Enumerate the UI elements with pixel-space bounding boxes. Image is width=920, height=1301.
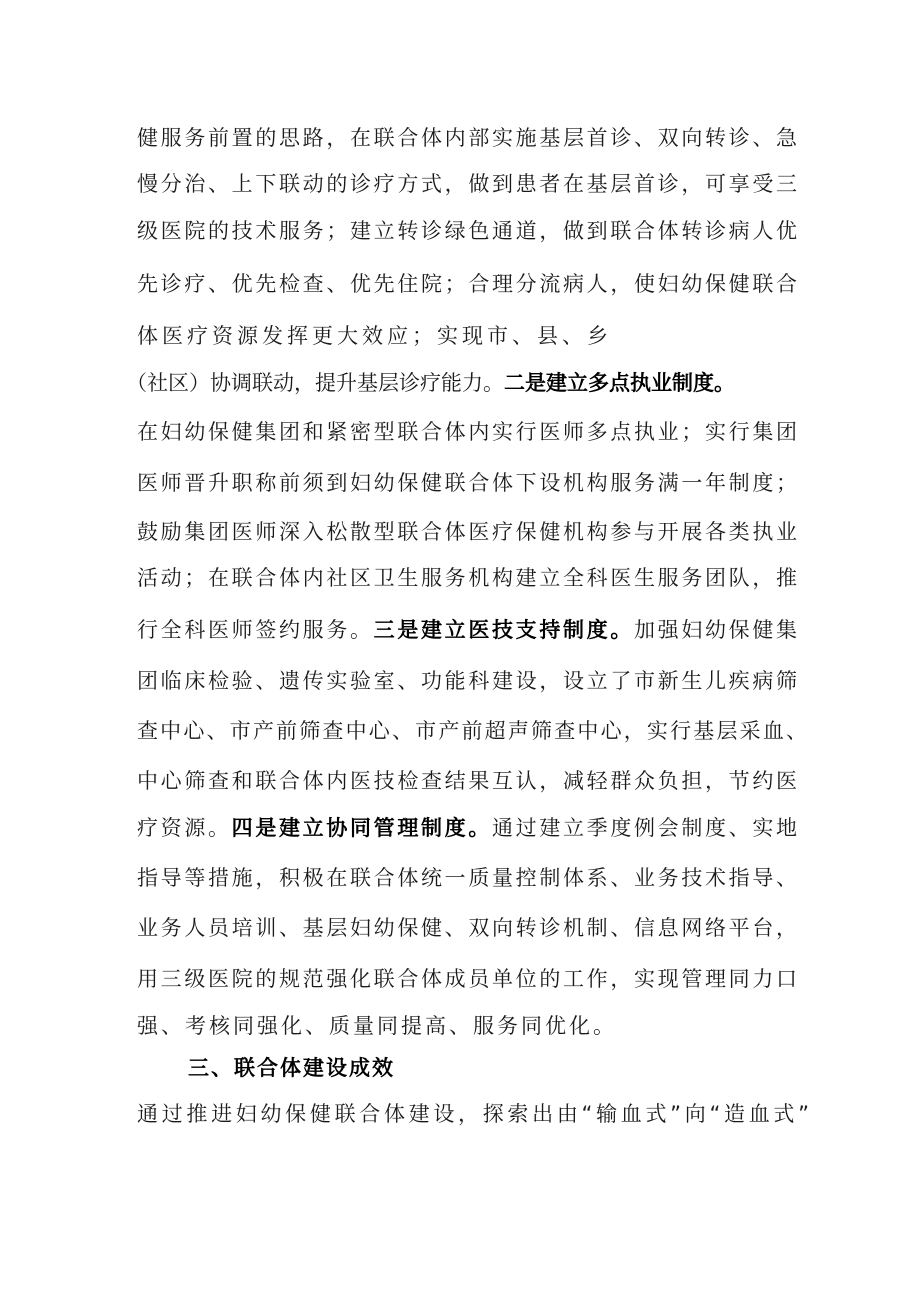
text-segment: 加强妇幼保健集 [634,618,798,642]
body-line [137,318,797,354]
text-segment: 体医疗资源发挥更大效应；实现市、县、乡 [137,324,612,348]
text-segment: 活动；在联合体内社区卫生服务机构建立全科医生服务团队，推 [137,566,797,590]
body-line [137,120,797,156]
body-line [137,910,797,946]
body-line [137,213,797,249]
text-segment: 慢分治、上下联动的诊疗方式，做到患者在基层首诊，可享受三 [137,172,797,196]
body-line [126,365,798,401]
bold-heading-segment: 二是建立多点执业制度。 [504,371,735,395]
body-line [137,713,807,749]
text-segment: 鼓励集团医师深入松散型联合体医疗保健机构参与开展各类执业 [137,520,797,544]
body-line [137,663,797,699]
text-segment: 通过建立季度例会制度、实地 [492,816,798,840]
body-line [137,414,797,450]
text-segment: 强、考核同强化、质量同提高、服务同优化。 [137,1014,617,1038]
text-segment: 通过推进妇幼保健联合体建设，探索出由“输血式”向“造血式” [137,1102,809,1126]
text-segment: 在妇幼保健集团和紧密型联合体内实行医师多点执业；实行集团 [137,420,797,444]
body-line [137,465,797,501]
text-segment: 团临床检验、遗传实验室、功能科建设，设立了市新生儿疾病筛 [137,669,797,693]
text-segment: 级医院的技术服务；建立转诊绿色通道，做到联合体转诊病人优 [137,219,797,243]
text-segment: 疗资源。 [137,816,232,840]
body-line [137,860,797,896]
body-line [137,560,797,596]
body-line [137,612,797,648]
text-segment: （社区）协调联动，提升基层诊疗能力。 [126,371,504,395]
text-segment: 查中心、市产前筛查中心、市产前超声筛查中心，实行基层采血、 [137,719,807,743]
text-segment: 用三级医院的规范强化联合体成员单位的工作，实现管理同力口 [137,967,797,991]
bold-heading-segment: 四是建立协同管理制度。 [231,816,493,840]
bold-heading-segment: 三是建立医技支持制度。 [373,618,635,642]
body-line [137,1096,809,1132]
body-line [137,763,797,799]
section-heading [188,1050,488,1086]
body-line [137,514,797,550]
text-segment: 指导等措施，积极在联合体统一质量控制体系、业务技术指导、 [137,866,797,890]
body-line [137,266,797,302]
text-segment: 行全科医师签约服务。 [137,618,374,642]
body-line [137,166,797,202]
text-segment: 先诊疗、优先检查、优先住院；合理分流病人，使妇幼保健联合 [137,272,797,296]
body-line [137,1008,797,1044]
text-segment: 健服务前置的思路，在联合体内部实施基层首诊、双向转诊、急 [137,126,797,150]
section-heading-text: 三、联合体建设成效 [188,1056,395,1080]
body-line [137,810,797,846]
text-segment: 医师晋升职称前须到妇幼保健联合体下设机构服务满一年制度； [137,471,797,495]
body-line [137,961,797,997]
text-segment: 中心筛查和联合体内医技检查结果互认，减轻群众负担，节约医 [137,769,797,793]
text-segment: 业务人员培训、基层妇幼保健、双向转诊机制、信息网络平台， [137,916,797,940]
